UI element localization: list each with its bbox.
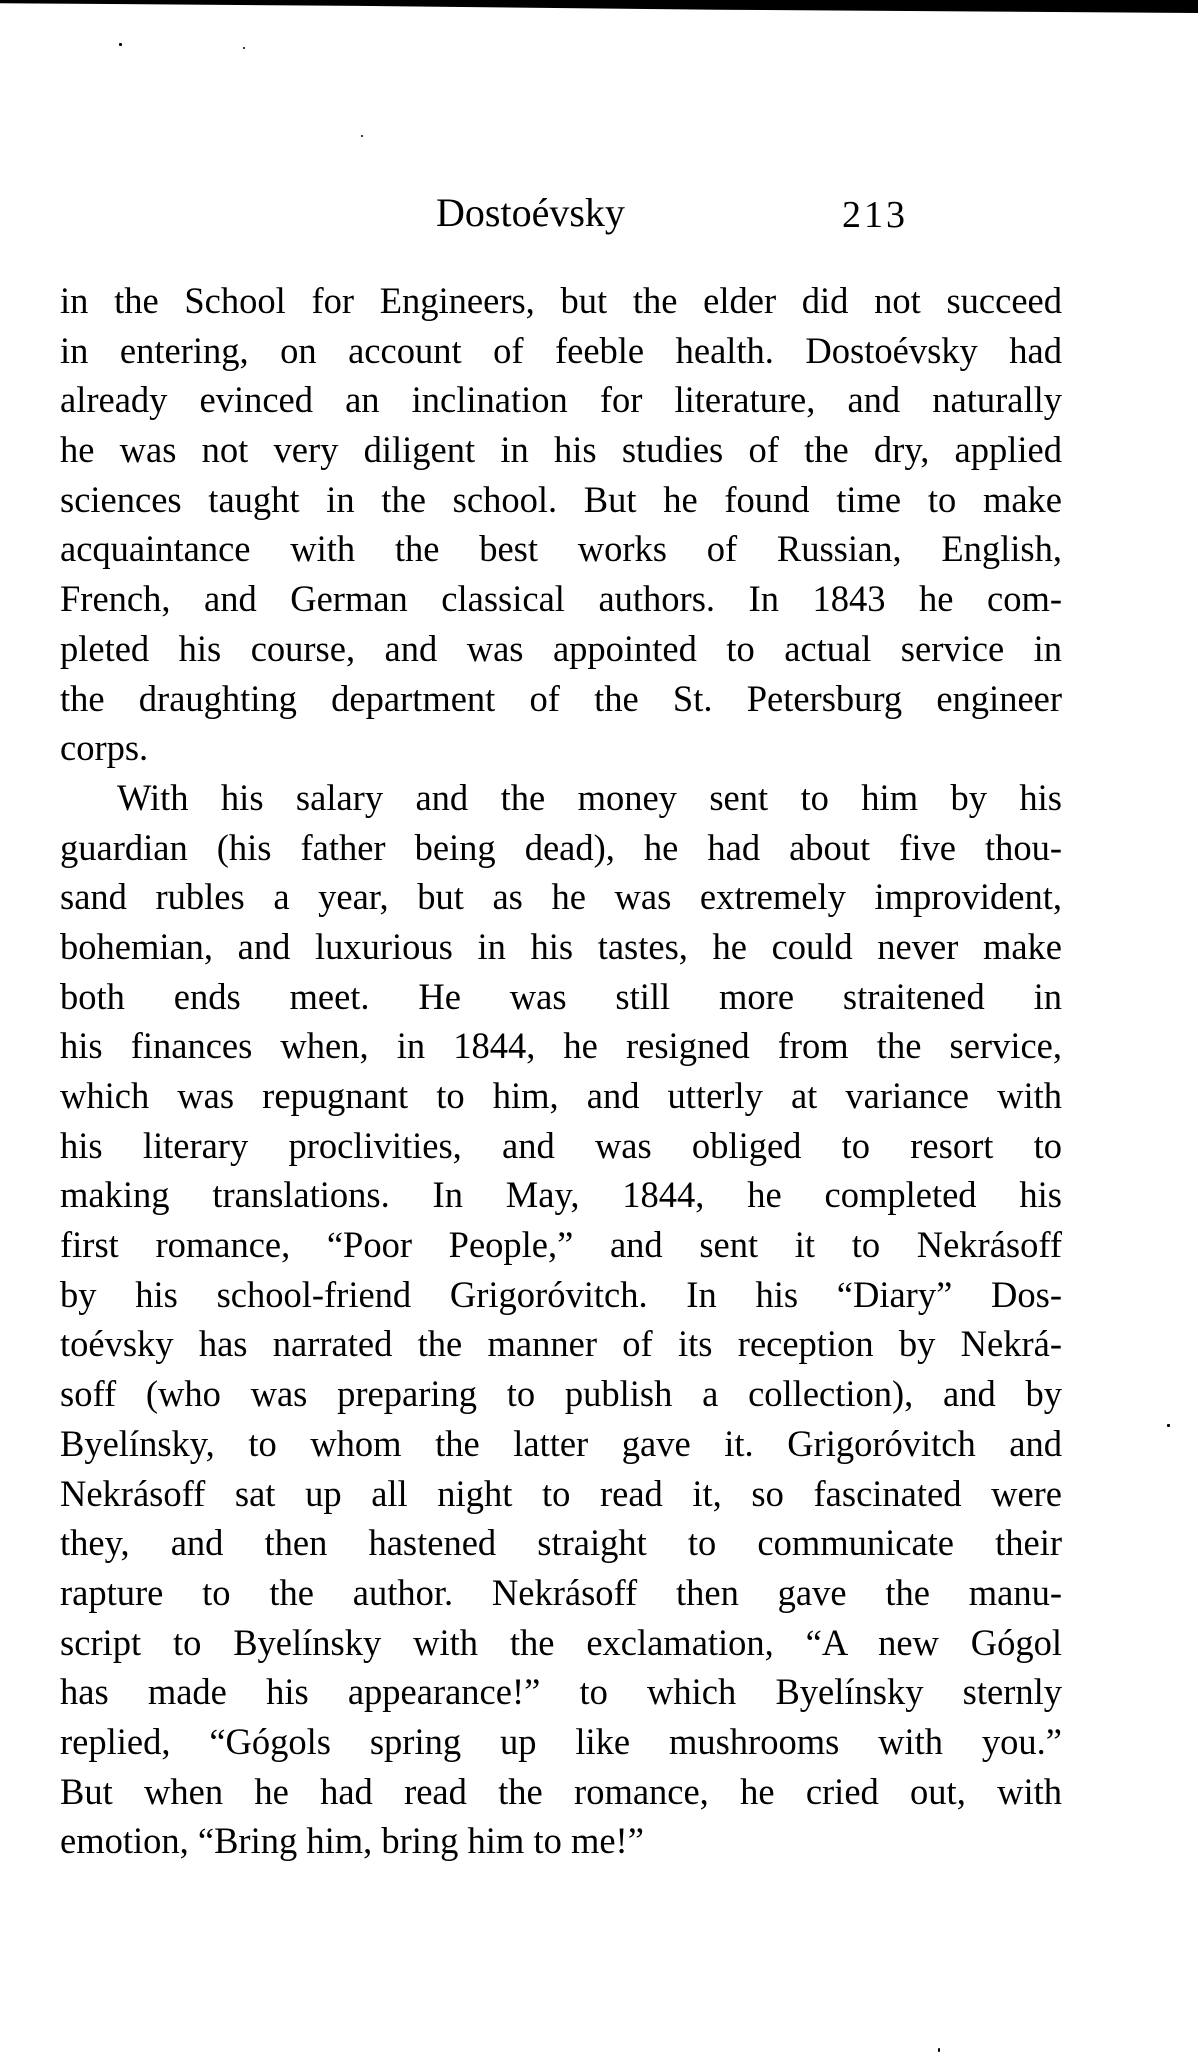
text-line: rapture to the author. Nekrásoff then gave the manu- <box>60 1571 1062 1613</box>
body-text <box>60 276 1062 1866</box>
running-head <box>0 188 1198 244</box>
text-line: corps. <box>60 727 149 769</box>
text-line: soff (who was preparing to publish a collection), and by <box>60 1373 1062 1415</box>
text-line: Nekrásoff sat up all night to read it, so fascinated were <box>60 1472 1062 1514</box>
paragraph <box>60 773 1062 1866</box>
text-line: replied, “Gógols spring up like mushrooms with you.” <box>60 1720 1062 1762</box>
text-line: in the School for Engineers, but the elder did not succeed <box>60 280 1062 321</box>
text-line: his literary proclivities, and was obliged to resort to <box>60 1124 1062 1166</box>
scan-edge <box>0 0 1198 14</box>
text-line: French, and German classical authors. In 1843 he com- <box>60 578 1062 620</box>
text-line: toévsky has narrated the manner of its reception by Nekrá- <box>60 1323 1062 1365</box>
text-line: With his salary and the money sent to him by his <box>117 776 1062 818</box>
text-line: both ends meet. He was still more straitened in <box>60 975 1062 1017</box>
text-line: But when he had read the romance, he cried out, with <box>60 1770 1062 1812</box>
text-line: sciences taught in the school. But he found time to make <box>60 478 1062 520</box>
text-line: Byelínsky, to whom the latter gave it. Grigoróvitch and <box>60 1422 1062 1464</box>
scan-speck <box>243 47 245 49</box>
text-line: guardian (his father being dead), he had about five thou- <box>60 826 1062 868</box>
text-line: in entering, on account of feeble health. Dostoévsky had <box>60 329 1062 371</box>
text-line: already evinced an inclination for literature, and naturally <box>60 379 1062 421</box>
scan-shadow-band <box>0 0 1198 13</box>
text-line: pleted his course, and was appointed to actual service in <box>60 627 1062 669</box>
text-line: acquaintance with the best works of Russian, English, <box>60 528 1062 570</box>
text-line: bohemian, and luxurious in his tastes, he could never make <box>60 925 1062 967</box>
scan-speck <box>938 2048 940 2052</box>
text-line: making translations. In May, 1844, he completed his <box>60 1174 1062 1216</box>
running-title: Dostoévsky <box>436 190 625 235</box>
text-line: sand rubles a year, but as he was extremely improvident, <box>60 876 1062 918</box>
text-line: has made his appearance!” to which Byelínsky sternly <box>60 1671 1062 1713</box>
text-line: emotion, “Bring him, bring him to me!” <box>60 1820 644 1862</box>
page-number: 213 <box>842 194 908 236</box>
text-line: script to Byelínsky with the exclamation, “A new Gógol <box>60 1621 1062 1663</box>
scan-speck <box>1167 1424 1170 1427</box>
text-line: first romance, “Poor People,” and sent it to Nekrásoff <box>60 1224 1062 1266</box>
text-line: he was not very diligent in his studies of the dry, applied <box>60 429 1062 471</box>
text-line: they, and then hastened straight to communicate their <box>60 1522 1062 1564</box>
scan-speck <box>361 135 363 137</box>
text-line: which was repugnant to him, and utterly at variance with <box>60 1075 1062 1116</box>
paragraph <box>60 276 1062 773</box>
text-line: the draughting department of the St. Petersburg engineer <box>60 677 1062 719</box>
scan-speck <box>119 43 122 46</box>
text-line: by his school-friend Grigoróvitch. In his “Diary” Dos- <box>60 1273 1062 1315</box>
text-line: his finances when, in 1844, he resigned from the service, <box>60 1025 1062 1067</box>
